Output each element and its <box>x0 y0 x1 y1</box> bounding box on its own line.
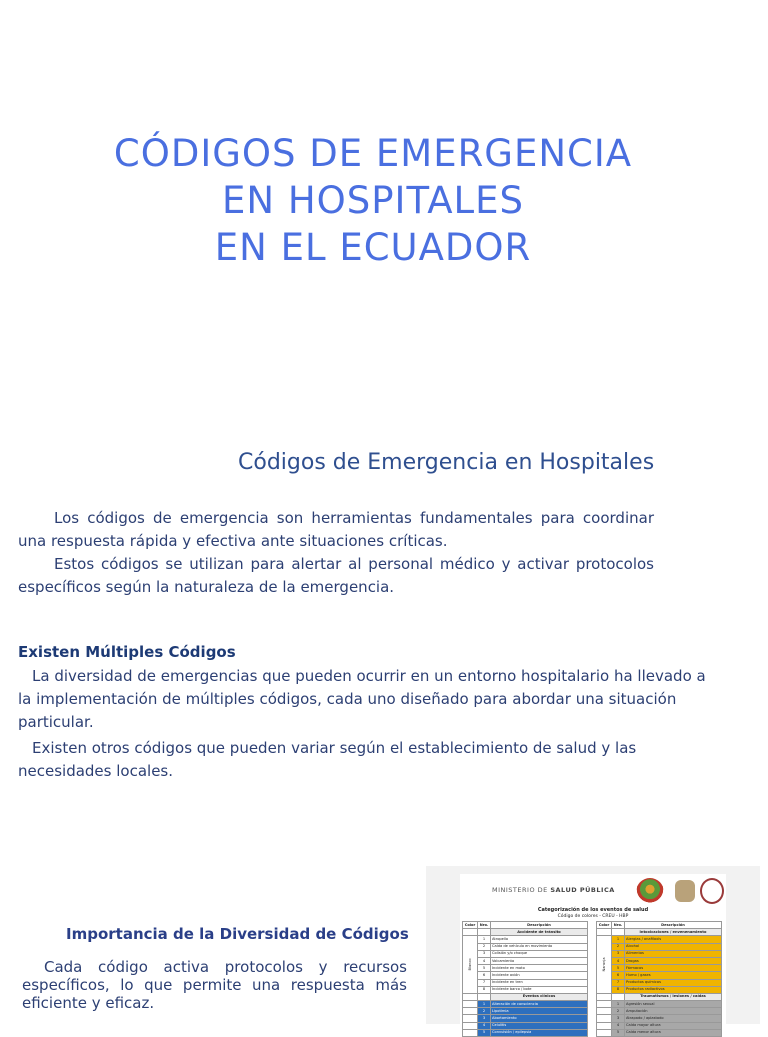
importance-paragraph: Cada código activa protocolos y recursos específicos, lo que permite una respuesta más eficiente y eficaz. <box>22 958 407 1012</box>
col-nro-header: Nro. <box>478 922 491 929</box>
ministry-prefix: MINISTERIO DE <box>492 886 548 894</box>
title-line-2: EN HOSPITALES <box>222 179 524 222</box>
code-table-image <box>426 866 760 1035</box>
col-nro-header: Nro. <box>612 922 625 929</box>
table-row: 1 Agresión sexual <box>597 1001 722 1008</box>
col-color-header: Color <box>597 922 612 929</box>
table-row: Blanco 1 Atropello <box>463 936 588 943</box>
intro-paragraph-2: Estos códigos se utilizan para alertar al personal médico y activar protocolos específicos según la naturaleza de la emergencia. <box>18 555 654 596</box>
table-row: 2 Amputación <box>597 1008 722 1015</box>
importance-heading: Importancia de la Diversidad de Códigos <box>66 925 409 943</box>
doc-subheading: Código de colores - CREU - HBP <box>557 914 629 919</box>
col-color-header: Color <box>463 922 478 929</box>
table-row: 3 Atrapado / aplastado <box>597 1015 722 1022</box>
table-row: Naranja 1 Alergias / anafilaxis <box>597 936 722 943</box>
intro-paragraph-1: Los códigos de emergencia son herramientas fundamentales para coordinar una respuesta rápida y efectiva ante situaciones críticas. <box>18 509 654 550</box>
table-row: 3 Alimentos <box>597 950 722 957</box>
page-title <box>0 130 746 271</box>
table-row: 8 Incidente barco / bote <box>463 986 588 993</box>
title-line-1: CÓDIGOS DE EMERGENCIA <box>113 132 633 175</box>
multiple-codes-paragraph-2: Existen otros códigos que pueden variar según el establecimiento de salud y las necesidades locales. <box>18 739 637 780</box>
table-row: 4 Celulitis <box>463 1022 588 1029</box>
table-row: 7 Productos químicos <box>597 979 722 986</box>
multiple-codes-paragraph-1: La diversidad de emergencias que pueden ocurrir en un entorno hospitalario ha llevado a la implementación de múltiples códigos, cada uno diseñado para abordar una situación particular. <box>18 667 706 731</box>
table-row: 5 Incidente en moto <box>463 965 588 972</box>
ministry-logo-text <box>492 886 615 894</box>
doc-heading: Categorización de los eventos de salud <box>537 907 649 913</box>
table-row: 2 Lipotimia <box>463 1008 588 1015</box>
col-desc-header: Descripción <box>491 922 588 929</box>
title-line-3: EN EL ECUADOR <box>214 226 532 269</box>
table-group-row: Accidente de tránsito <box>463 929 588 936</box>
col-desc-header: Descripción <box>625 922 722 929</box>
table-group-row: Intoxicaciones / envenenamiento <box>597 929 722 936</box>
coat-of-arms-icon <box>675 880 695 902</box>
table-row: 4 Caída mayor altura <box>597 1022 722 1029</box>
section-subtitle: Códigos de Emergencia en Hospitales <box>238 450 655 475</box>
right-code-table <box>596 921 722 1037</box>
table-row: 2 Alcohol <box>597 943 722 950</box>
left-code-table <box>462 921 588 1037</box>
table-row: 3 Abortamiento <box>463 1015 588 1022</box>
table-row: 6 Incidente avión <box>463 972 588 979</box>
table-row: 2 Caída de vehículo en movimiento <box>463 943 588 950</box>
table-group-row: Traumatismos / lesiones / caídas <box>597 993 722 1000</box>
table-group-row: Eventos clínicos <box>463 993 588 1000</box>
government-logo-icon <box>700 878 724 904</box>
table-row: 5 Convulsión / epilepsia <box>463 1029 588 1036</box>
code-table-page <box>460 874 726 1035</box>
tree-logo-icon <box>636 878 664 906</box>
table-row: 3 Colisión y/o choque <box>463 950 588 957</box>
table-row: 5 Fármacos <box>597 965 722 972</box>
multiple-codes-heading: Existen Múltiples Códigos <box>18 643 236 661</box>
table-row: 4 Drogas <box>597 957 722 964</box>
table-row: 5 Caída menor altura <box>597 1029 722 1036</box>
table-row: 7 Incidente en tren <box>463 979 588 986</box>
table-row: 1 Alteración de consciencia <box>463 1001 588 1008</box>
table-row: 4 Volcamiento <box>463 957 588 964</box>
table-row: 6 Humo / gases <box>597 972 722 979</box>
ministry-name: SALUD PÚBLICA <box>550 886 615 894</box>
table-row: 8 Productos radiactivos <box>597 986 722 993</box>
